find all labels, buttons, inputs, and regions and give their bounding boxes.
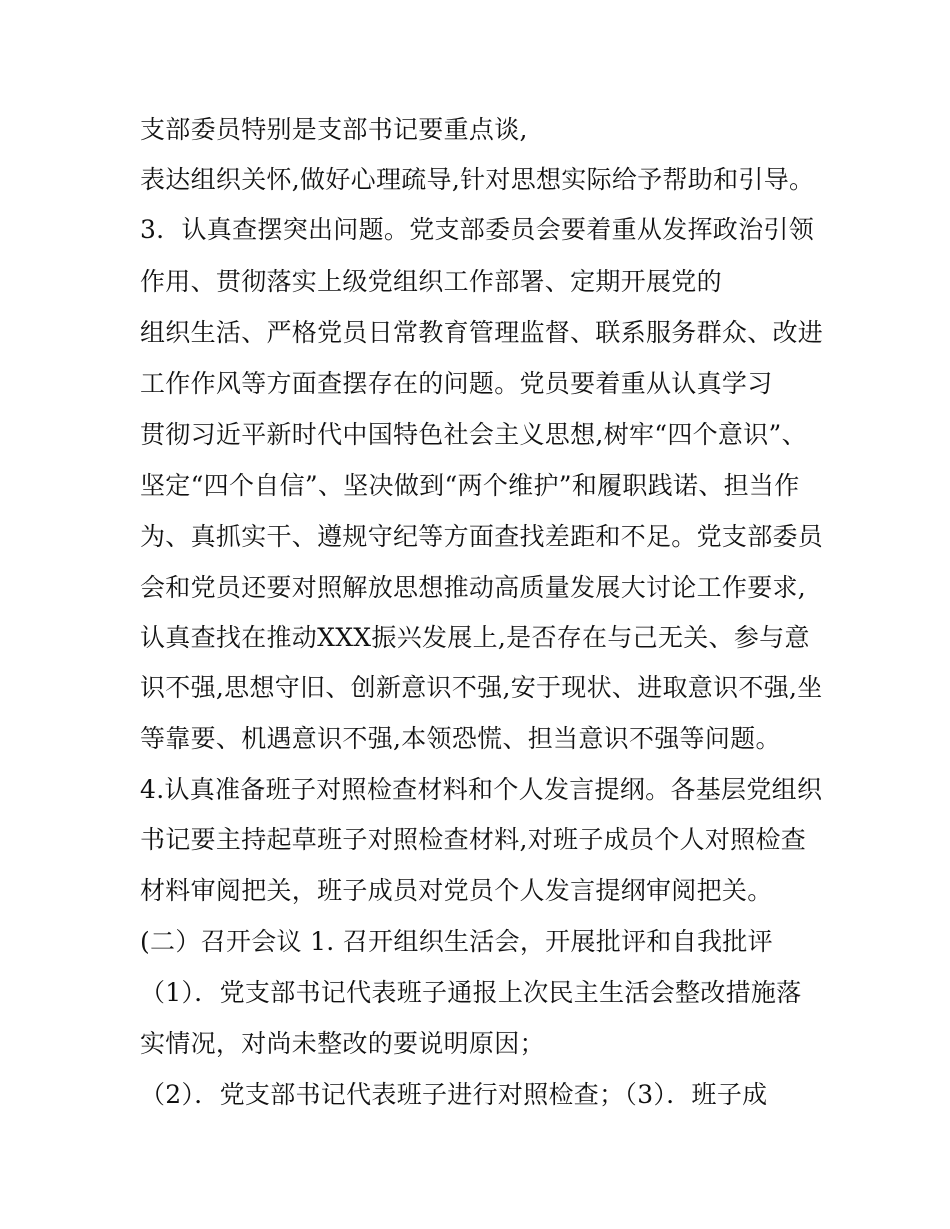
text-line: 坚定“四个自信”、坚决做到“两个维护”和履职践诺、担当作: [140, 471, 800, 500]
text-line: (二）召开会议 1. 召开组织生活会，开展批评和自我批评: [140, 927, 773, 956]
text-line: 等靠要、机遇意识不强,本领恐慌、担当意识不强等问题。: [140, 724, 781, 753]
text-line: 识不强,思想守旧、创新意识不强,安于现状、进取意识不强,坐: [140, 673, 823, 702]
text-line: 贯彻习近平新时代中国特色社会主义思想,树牢“四个意识”、: [140, 420, 807, 449]
text-line: 材料审阅把关，班子成员对党员个人发言提纲审阅把关。: [140, 876, 773, 905]
text-line: 4.认真准备班子对照检查材料和个人发言提纲。各基层党组织: [140, 775, 823, 804]
text-line: 组织生活、严格党员日常教育管理监督、联系服务群众、改进: [140, 318, 824, 347]
text-line: 支部委员特别是支部书记要重点谈,: [140, 115, 528, 144]
text-line: 会和党员还要对照解放思想推动高质量发展大讨论工作要求,: [140, 573, 807, 602]
text-line: 书记要主持起草班子对照检查材料,对班子成员个人对照检查: [140, 825, 807, 854]
text-line: （2）．党支部书记代表班子进行对照检查；（3）．班子成: [140, 1080, 768, 1109]
text-line: （1）．党支部书记代表班子通报上次民主生活会整改措施落: [140, 978, 802, 1007]
text-line: 为、真抓实干、遵规守纪等方面查找差距和不足。党支部委员: [140, 522, 824, 551]
text-line: 实情况，对尚未整改的要说明原因；: [140, 1029, 545, 1058]
text-line: 工作作风等方面查摆存在的问题。党员要着重从认真学习: [140, 369, 773, 398]
text-line: 表达组织关怀,做好心理疏导,针对思想实际给予帮助和引导。: [140, 165, 815, 194]
text-line: 3．认真查摆突出问题。党支部委员会要着重从发挥政治引领: [140, 215, 815, 244]
text-line: 作用、贯彻落实上级党组织工作部署、定期开展党的: [140, 267, 722, 296]
text-line: 认真查找在推动XXX振兴发展上,是否存在与己无关、参与意: [140, 623, 810, 652]
